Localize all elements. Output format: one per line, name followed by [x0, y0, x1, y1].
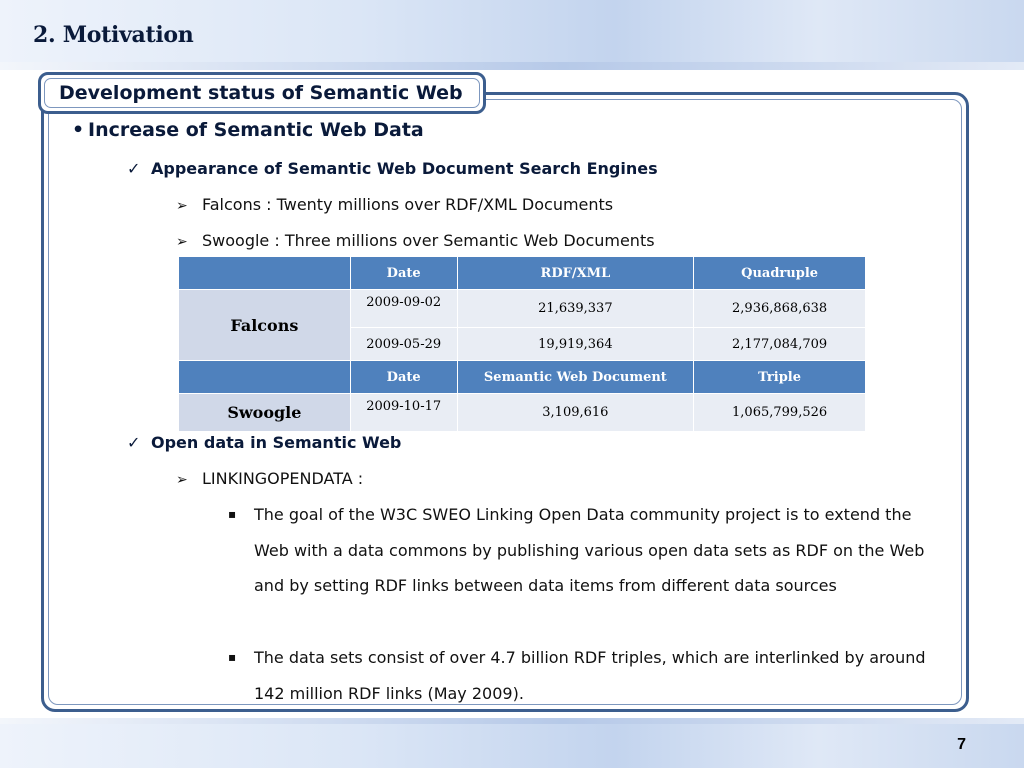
table-header-row-falcons	[179, 257, 866, 290]
paragraph-data-sets	[228, 640, 948, 712]
table-cell-rdfxml: 19,919,364	[457, 328, 694, 361]
slide-title: 2. Motivation	[33, 22, 194, 48]
table-cell-quadruple: 2,936,868,638	[694, 290, 866, 328]
table-cell-triple: 1,065,799,526	[694, 394, 866, 432]
search-engine-stats-table	[178, 256, 866, 432]
bullet-increase-data-text: Increase of Semantic Web Data	[88, 119, 424, 141]
table-cell-date: 2009-09-02	[350, 290, 457, 328]
paragraph-data-sets-text: The data sets consist of over 4.7 billion RDF triples, which are interlinked by around 142 million RDF links (May 2009).	[254, 648, 926, 703]
check-search-engines	[127, 159, 658, 178]
bullet-dot-icon: •	[72, 119, 85, 141]
section-tag-text: Development status of Semantic Web	[59, 82, 463, 104]
arrow-bullet-icon: ➢	[176, 198, 188, 214]
check-search-engines-text: Appearance of Semantic Web Document Search Engines	[151, 159, 658, 178]
paragraph-project-goal	[228, 497, 948, 639]
arrow-falcons-text: Falcons : Twenty millions over RDF/XML Documents	[202, 195, 614, 214]
arrow-bullet-icon: ➢	[176, 234, 188, 250]
arrow-swoogle	[176, 231, 655, 250]
checkmark-icon: ✓	[127, 159, 141, 178]
table-header-cell: RDF/XML	[457, 257, 694, 290]
table-cell-date: 2009-10-17	[350, 394, 457, 432]
section-tag-box	[38, 72, 486, 114]
table-row-header-falcons: Falcons	[179, 290, 351, 361]
checkmark-icon: ✓	[127, 433, 141, 452]
footer-band	[0, 718, 1024, 768]
paragraph-project-goal-text: The goal of the W3C SWEO Linking Open Data community project is to extend the Web with a data commons by publishing various open data sets as RDF on the Web and by setting RDF links between data items from different data sources	[254, 505, 925, 595]
table-header-row-swoogle	[179, 361, 866, 394]
bullet-increase-data	[72, 119, 424, 141]
page-number: 7	[957, 736, 966, 753]
table-header-cell	[179, 361, 351, 394]
table-row	[179, 290, 866, 328]
arrow-swoogle-text: Swoogle : Three millions over Semantic Web Documents	[202, 231, 655, 250]
arrow-bullet-icon: ➢	[176, 472, 188, 488]
table-header-cell: Date	[350, 257, 457, 290]
table-header-cell: Date	[350, 361, 457, 394]
check-open-data-text: Open data in Semantic Web	[151, 433, 402, 452]
table-header-cell: Quadruple	[694, 257, 866, 290]
arrow-linking-open-data-text: LINKINGOPENDATA :	[202, 469, 364, 488]
arrow-falcons	[176, 195, 613, 214]
table-header-cell: Semantic Web Document	[457, 361, 694, 394]
table-row	[179, 394, 866, 432]
arrow-linking-open-data	[176, 469, 363, 488]
table-row-header-swoogle: Swoogle	[179, 394, 351, 432]
check-open-data	[127, 433, 401, 452]
table-cell-date: 2009-05-29	[350, 328, 457, 361]
square-bullet-icon: ▪	[228, 507, 237, 521]
square-bullet-icon: ▪	[228, 650, 237, 664]
table-cell-document-count: 3,109,616	[457, 394, 694, 432]
table-cell-quadruple: 2,177,084,709	[694, 328, 866, 361]
table-header-cell: Triple	[694, 361, 866, 394]
table-cell-rdfxml: 21,639,337	[457, 290, 694, 328]
table-header-cell	[179, 257, 351, 290]
